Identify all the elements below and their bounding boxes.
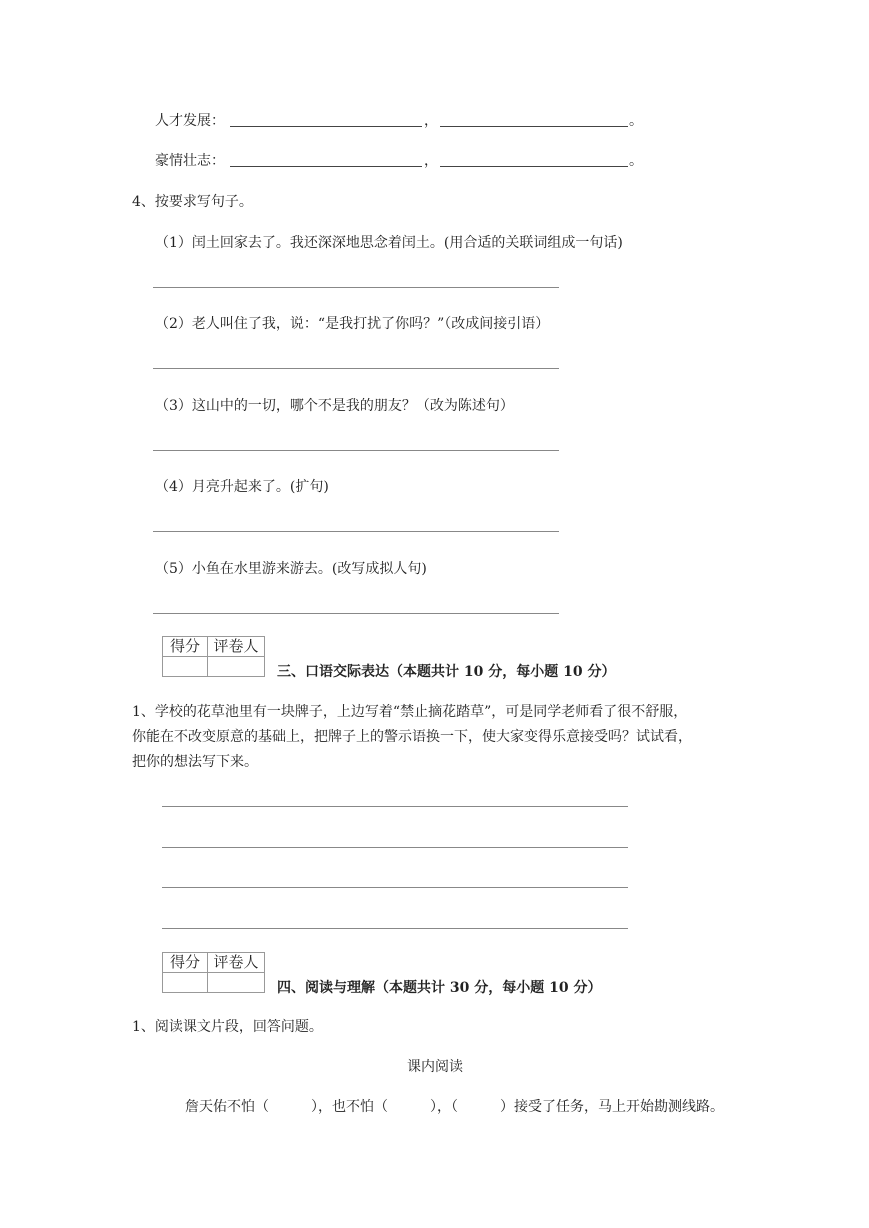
answer-line[interactable] [162, 887, 628, 888]
fill-label: 人才发展： [155, 113, 225, 129]
score-header: 得分 [163, 953, 208, 973]
grader-header: 评卷人 [208, 637, 265, 657]
answer-line[interactable] [153, 450, 559, 451]
answer-line[interactable] [162, 806, 628, 807]
answer-line[interactable] [153, 287, 559, 288]
q4-item-4: （4）月亮升起来了。(扩句) [155, 479, 329, 495]
answer-line[interactable] [162, 928, 628, 929]
end-mark: 。 [629, 153, 643, 169]
score-box [162, 952, 265, 993]
q4-item-2: （2）老人叫住了我，说：“是我打扰了你吗？”（改成间接引语） [155, 316, 550, 332]
separator: ， [424, 153, 438, 169]
answer-blank[interactable] [440, 166, 628, 167]
answer-blank[interactable] [230, 166, 422, 167]
section-4-title: 四、阅读与理解（本题共计 30 分，每小题 10 分） [277, 980, 602, 996]
answer-blank[interactable] [440, 126, 628, 127]
fill-label: 豪情壮志： [155, 153, 225, 169]
answer-line[interactable] [153, 531, 559, 532]
question-4-title: 4、按要求写句子。 [132, 194, 253, 210]
s3-q1-line-1: 1、学校的花草池里有一块牌子，上边写着“禁止摘花踏草”，可是同学老师看了很不舒服， [132, 704, 688, 720]
score-box [162, 636, 265, 677]
passage-text: 詹天佑不怕（ ），也不怕（ ），（ ）接受了任务，马上开始勘测线路。 [185, 1099, 724, 1115]
answer-blank[interactable] [230, 126, 422, 127]
q4-item-3: （3）这山中的一切，哪个不是我的朋友？（改为陈述句） [155, 398, 514, 414]
section-3-title: 三、口语交际表达（本题共计 10 分，每小题 10 分） [277, 664, 616, 680]
s3-q1-line-2: 你能在不改变原意的基础上，把牌子上的警示语换一下，使大家变得乐意接受吗？试试看， [132, 729, 692, 745]
separator: ， [424, 113, 438, 129]
grader-cell[interactable] [208, 657, 265, 677]
grader-cell[interactable] [208, 973, 265, 993]
s3-q1-line-3: 把你的想法写下来。 [132, 754, 258, 770]
end-mark: 。 [629, 113, 643, 129]
score-cell[interactable] [163, 973, 208, 993]
answer-line[interactable] [162, 847, 628, 848]
q4-item-5: （5）小鱼在水里游来游去。(改写成拟人句) [155, 561, 427, 577]
score-cell[interactable] [163, 657, 208, 677]
score-header: 得分 [163, 637, 208, 657]
passage-title: 课内阅读 [407, 1059, 463, 1075]
grader-header: 评卷人 [208, 953, 265, 973]
s4-q1: 1、阅读课文片段，回答问题。 [132, 1019, 323, 1035]
answer-line[interactable] [153, 368, 559, 369]
q4-item-1: （1）闰土回家去了。我还深深地思念着闰土。(用合适的关联词组成一句话) [155, 235, 623, 251]
answer-line[interactable] [153, 613, 559, 614]
